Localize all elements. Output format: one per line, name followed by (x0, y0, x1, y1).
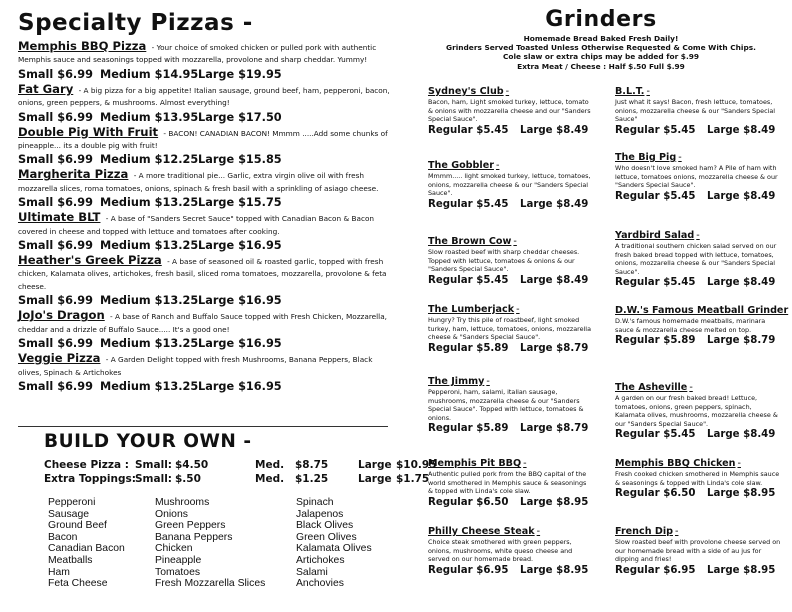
topping-item: Pineapple (155, 554, 202, 566)
med-price: $1.25 (295, 473, 329, 485)
price-large: Large $8.49 (707, 124, 776, 136)
price-small: Small $6.99 (18, 110, 93, 124)
med-price: $8.75 (295, 459, 329, 471)
grinder-name: The Lumberjack (428, 304, 515, 315)
pizza-prices (18, 293, 390, 309)
price-large: Large $8.79 (520, 342, 589, 354)
price-medium: Medium $13.25 (100, 239, 199, 253)
grinder-description: Hungry? Try this pile of roastbeef, light smoked turkey, ham, lettuce, tomatoes, onions, mozzarella cheese & "Sanders Special Sauce". (428, 316, 591, 342)
grinder-prices (428, 564, 593, 577)
pizza-dash: - (161, 128, 167, 138)
grinder-description: Fresh cooked chicken smothered in Memphis sauce & seasonings & topped with Linda's cole slaw. (615, 470, 780, 487)
price-regular: Regular $5.45 (615, 124, 696, 136)
price-large: Large $8.95 (707, 488, 776, 500)
grinder-prices (615, 124, 783, 137)
grinder-item: The Lumberjack - Hungry? Try this pile of roastbeef, light smoked turkey, ham, lettuce, tomatoes, onions, mozzarella cheese & "Sanders Special Sauce". Regular $5.89 Large $8.79 (428, 304, 591, 354)
grinders-info (426, 34, 776, 71)
pizza-item (18, 211, 390, 254)
grinder-name: Sydney's Club (428, 86, 504, 97)
grinder-description: Mmmm..... light smoked turkey, lettuce, tomatoes, onions, mozzarella cheese & our "Sanders Special Sauce". (428, 172, 591, 198)
price-large: Large $8.49 (707, 277, 776, 289)
pizza-dash: - (164, 257, 170, 267)
cheese-pizza-label: Cheese Pizza : (44, 459, 129, 471)
topping-item: Banana Peppers (155, 531, 233, 543)
build-your-own-section (44, 430, 437, 486)
price-large: Large $15.75 (198, 196, 282, 210)
topping-item: Sausage (48, 508, 90, 520)
pizza-dash: - (103, 214, 109, 224)
topping-item: Chicken (155, 543, 193, 555)
pizza-name: Memphis BBQ Pizza (18, 39, 147, 53)
price-small: Small $6.99 (18, 196, 93, 210)
grinder-item: B.L.T. - Just what it says! Bacon, fresh lettuce, tomatoes, onions, mozzarella cheese & our "Sanders Special Sauce" Regular $5.45 Large $8.49 (615, 86, 783, 137)
pizza-description: A Garden Delight topped with fresh Mushrooms, Banana Peppers, Black olives, Spinach & Artichokes (18, 355, 373, 377)
info-line: Cole slaw or extra chips may be added for $.99 (502, 52, 700, 62)
toppings-column-veggies (155, 497, 265, 590)
price-small: Small $6.99 (18, 337, 93, 351)
pizza-description: A big pizza for a big appetite! Italian sausage, ground beef, ham, pepperoni, bacon, onions, green peppers, & mushrooms. Almost everything! (18, 85, 390, 108)
grinder-prices (428, 422, 593, 435)
price-medium: Medium $13.25 (100, 337, 199, 351)
pizza-item (18, 40, 390, 83)
grinder-description: Bacon, ham, Light smoked turkey, lettuce, tomato & onions with mozzarella cheese and our "Sanders Special Sauce". (428, 98, 591, 124)
price-regular: Regular $5.45 (428, 274, 509, 286)
info-line: Extra Meat / Cheese : Half $.50 Full $.99 (517, 61, 685, 71)
grinder-description: Who doesn't love smoked ham? A Pile of ham with lettuce, tomatoes onions, mozzarella cheese & our "Sanders Special Sauce". (615, 164, 778, 190)
grinder-item: Sydney's Club - Bacon, ham, Light smoked turkey, lettuce, tomato & onions with mozzarella cheese and our "Sanders Special Sauce". Regular $5.45 Large $8.49 (428, 86, 593, 137)
med-label: Med. (255, 473, 285, 485)
toppings-column-meats (48, 497, 125, 590)
price-medium: Medium $13.25 (100, 196, 199, 210)
grinder-prices (428, 496, 593, 509)
toppings-column-other (296, 497, 372, 590)
grinder-item: The Brown Cow - Slow roasted beef with sharp cheddar cheeses. Topped with lettuce, tomatoes & onions & our "Sanders Special Sauce". Regular $5.45 Large $8.49 (428, 236, 593, 287)
price-large: Large $19.95 (198, 67, 282, 81)
price-regular: Regular $5.45 (428, 198, 509, 210)
small-price: $4.50 (175, 459, 209, 471)
pizza-item (18, 126, 390, 169)
pizza-name: Margherita Pizza (18, 167, 129, 182)
grinder-description: Slow roasted beef with provolone cheese served on our homemade bread with a side of au jus for dipping and fries! (615, 538, 781, 564)
pizza-name: Veggie Pizza (18, 351, 101, 366)
grinder-description: Authentic pulled pork from the BBQ capital of the world smothered in Memphis sauce & seasonings & topped with Linda's cole slaw. (428, 470, 587, 496)
small-price: $.50 (175, 473, 201, 485)
grinder-item: The Jimmy - Pepperoni, ham, salami, italian sausage, mushrooms, mozzarella cheese & our "Sanders Special Sauce". Topped with lettuce, tomatoes & onions. Regular $5.89 Large $8.79 (428, 376, 593, 435)
grinder-name: French Dip (615, 526, 673, 537)
price-regular: Regular $5.89 (428, 423, 509, 435)
grinder-item (615, 305, 789, 347)
pizza-description: A base of "Sanders Secret Sauce" topped with Canadian Bacon & Bacon covered in cheese and topped with lettuce and tomatoes after cooking. (18, 214, 375, 236)
price-large: Large $8.79 (520, 423, 589, 435)
pizza-item (18, 352, 390, 395)
extra-toppings-row (44, 472, 430, 486)
price-small: Small $6.99 (18, 379, 93, 393)
pizza-item (18, 83, 390, 126)
grinder-item: The Gobbler - Mmmm..... light smoked turkey, lettuce, tomatoes, onions, mozzarella cheese & our "Sanders Special Sauce". Regular $5.45 Large $8.49 (428, 160, 593, 211)
pizza-description: Your choice of smoked chicken or pulled pork with authentic Memphis sauce and seasonings topped with mozzarella, provolone and sharp cheddar. Yummy! (18, 43, 377, 65)
price-large: Large $17.50 (198, 110, 282, 124)
pizza-item (18, 168, 390, 211)
grinder-item: The Big Pig - Who doesn't love smoked ham? A Pile of ham with lettuce, tomatoes onions, mozzarella cheese & our "Sanders Special Sauce". Regular $5.45 Large $8.49 (615, 152, 783, 203)
med-label: Med. (255, 459, 285, 471)
grinder-item: Memphis BBQ Chicken - Fresh cooked chicken smothered in Memphis sauce & seasonings & topped with Linda's cole slaw. Regular $6.50 Large $8.95 (615, 458, 783, 500)
price-regular: Regular $6.95 (428, 564, 509, 576)
topping-item: Green Peppers (155, 520, 226, 532)
small-label: Small: (135, 459, 172, 471)
pizza-description: A base of seasoned oil & roasted garlic, topped with fresh chicken, Kalamata olives, artichokes, fresh basil, sliced roma tomatoes, mozzarella, provolone & feta cheese. (18, 257, 387, 291)
specialty-pizzas-section (18, 8, 390, 395)
price-medium: Medium $13.25 (100, 379, 199, 393)
price-large: Large $8.95 (707, 564, 776, 576)
price-medium: Medium $13.95 (100, 110, 199, 124)
price-regular: Regular $5.89 (615, 335, 696, 347)
price-regular: Regular $5.45 (615, 190, 696, 202)
topping-item: Bacon (48, 531, 78, 543)
grinder-name: The Big Pig (615, 152, 677, 163)
topping-item: Anchovies (296, 578, 344, 590)
grinder-description: Slow roasted beef with sharp cheddar cheeses. Topped with lettuce, tomatoes & onions & our "Sanders Special Sauce". (428, 248, 580, 274)
topping-item: Artichokes (296, 554, 345, 566)
info-line: Grinders Served Toasted Unless Otherwise Requested & Come With Chips. (446, 43, 756, 53)
grinder-description: A traditional southern chicken salad served on our fresh baked bread topped with lettuce, tomatoes, onions, mozzarella cheese & our "Sanders Special Sauce". (615, 242, 777, 276)
topping-item: Ham (48, 566, 70, 578)
grinder-name: The Asheville (615, 382, 688, 393)
grinder-name: The Brown Cow (428, 236, 512, 247)
price-regular: Regular $6.50 (428, 496, 509, 508)
grinder-description: Just what it says! Bacon, fresh lettuce, tomatoes, onions, mozzarella cheese & our "Sanders Special Sauce" (615, 98, 776, 124)
price-large: Large $8.49 (707, 429, 776, 441)
grinder-item: The Asheville - A garden on our fresh baked bread! Lettuce, tomatoes, onions, green peppers, spinach, Kalamata olives, mushrooms, mozzarella cheese & our "Sanders Special Sauce". Regular $5.45 Large $8.49 (615, 382, 783, 441)
grinder-name: B.L.T. (615, 86, 645, 97)
topping-item: Green Olives (296, 531, 357, 543)
price-regular: Regular $6.50 (615, 488, 696, 500)
pizza-description: BACON! CANADIAN BACON! Mmmm .....Add some chunks of pineapple... its a double pig with fruit! (18, 128, 388, 151)
extra-toppings-label: Extra Toppings: (44, 473, 136, 485)
price-large: Large $8.95 (520, 564, 589, 576)
price-large: Large $8.49 (520, 274, 589, 286)
grinder-prices (615, 487, 783, 500)
pizza-dash: - (149, 43, 155, 52)
topping-item: Ground Beef (48, 520, 107, 532)
price-large: Large $16.95 (198, 239, 282, 253)
topping-item: Black Olives (296, 520, 354, 532)
grinder-description: Pepperoni, ham, salami, italian sausage, mushrooms, mozzarella cheese & our "Sanders Special Sauce". Topped with lettuce, tomatoes & onions. (428, 388, 584, 422)
price-small: Small $6.99 (18, 153, 93, 167)
price-regular: Regular $5.45 (615, 277, 696, 289)
grinder-prices (615, 334, 783, 347)
price-large: Large $16.95 (198, 379, 282, 393)
pizza-name: Ultimate BLT (18, 210, 101, 225)
topping-item: Meatballs (48, 554, 93, 566)
large-label: Large (358, 459, 392, 471)
pizza-dash: - (131, 171, 137, 181)
grinder-name: The Jimmy (428, 376, 485, 387)
topping-item: Feta Cheese (48, 578, 108, 590)
price-small: Small $6.99 (18, 67, 93, 81)
grinder-name: Memphis BBQ Chicken (615, 458, 736, 469)
build-your-own-title: BUILD YOUR OWN - (44, 431, 252, 452)
topping-item: Kalamata Olives (296, 543, 372, 555)
topping-item: Salami (296, 566, 328, 578)
topping-item: Pepperoni (48, 497, 96, 508)
grinder-prices (615, 428, 783, 441)
price-large: Large $8.49 (520, 124, 589, 136)
topping-item: Onions (155, 508, 188, 520)
pizza-prices (18, 195, 390, 211)
pizza-item (18, 254, 390, 309)
pizza-dash: - (76, 85, 82, 95)
grinder-description: Choice steak smothered with green peppers, onions, mushrooms, white queso cheese and served on our homemade bread. (428, 538, 573, 564)
grinder-name: The Gobbler (428, 160, 494, 171)
grinder-prices (428, 124, 593, 137)
pizza-dash: - (103, 355, 109, 365)
grinder-prices (615, 564, 783, 577)
grinder-name: Memphis Pit BBQ (428, 458, 522, 469)
topping-item: Jalapenos (296, 508, 344, 520)
grinders-section (426, 6, 776, 71)
topping-item: Tomatoes (155, 566, 201, 578)
topping-item: Spinach (296, 497, 334, 508)
info-line: Homemade Bread Baked Fresh Daily! (523, 34, 679, 43)
pizza-dash: - (107, 312, 113, 322)
pizza-description: A base of Ranch and Buffalo Sauce topped with Fresh Chicken, Mozzarella, cheddar and a drizzle of Buffalo Sauce..... It's a good one! (18, 312, 388, 334)
pizza-item (18, 309, 390, 352)
price-large: Large $16.95 (198, 337, 282, 351)
topping-item: Canadian Bacon (48, 543, 125, 555)
pizza-name: Heather's Greek Pizza (18, 253, 162, 268)
cheese-pizza-row (44, 458, 437, 472)
grinders-title: Grinders (545, 7, 657, 32)
grinder-name: D.W.'s Famous Meatball Grinder (615, 305, 789, 316)
pizza-prices (18, 152, 390, 168)
price-medium: Medium $14.95 (100, 67, 199, 81)
price-large: Large $8.79 (707, 335, 776, 347)
grinder-prices (428, 198, 593, 211)
price-medium: Medium $12.25 (100, 153, 199, 167)
large-label: Large (358, 473, 392, 485)
price-large: Large $8.95 (520, 496, 589, 508)
grinder-prices (615, 190, 783, 203)
grinder-item: Yardbird Salad - A traditional southern chicken salad served on our fresh baked bread topped with lettuce, tomatoes, onions, mozzarella cheese & our "Sanders Special Sauce". Regular $5.45 Large $8.49 (615, 230, 783, 289)
section-divider (18, 426, 388, 427)
price-small: Small $6.99 (18, 239, 93, 253)
specialty-pizzas-title: Specialty Pizzas - (18, 10, 253, 36)
large-price: $10.95 (396, 459, 437, 471)
price-large: Large $8.49 (520, 198, 589, 210)
small-label: Small: (135, 473, 172, 485)
pizza-description: A more traditional pie... Garlic, extra virgin olive oil with fresh mozzarella slices, roma tomatoes, onions, spinach & fresh basil with a sprinkling of asiago cheese. (18, 171, 379, 193)
grinder-description: A garden on our fresh baked bread! Lettuce, tomatoes, onions, green peppers, spinach, Kalamata olives, mushrooms, mozzarella cheese & our "Sanders Special Sauce". (615, 394, 778, 428)
grinder-prices (428, 342, 593, 355)
topping-item: Mushrooms (155, 497, 210, 508)
price-regular: Regular $6.95 (615, 564, 696, 576)
pizza-name: JoJo's Dragon (18, 308, 105, 323)
grinder-item: Philly Cheese Steak - Choice steak smothered with green peppers, onions, mushrooms, white queso cheese and served on our homemade bread. Regular $6.95 Large $8.95 (428, 526, 593, 577)
pizza-prices (18, 110, 390, 126)
price-large: Large $16.95 (198, 294, 282, 308)
grinder-name: Yardbird Salad (615, 230, 695, 241)
pizza-prices (18, 336, 390, 352)
grinder-prices (615, 276, 783, 289)
price-medium: Medium $13.25 (100, 294, 199, 308)
pizza-name: Fat Gary (18, 81, 74, 96)
grinder-item: Memphis Pit BBQ - Authentic pulled pork from the BBQ capital of the world smothered in Memphis sauce & seasonings & topped with Linda's cole slaw. Regular $6.50 Large $8.95 (428, 458, 593, 509)
grinder-name: Philly Cheese Steak (428, 526, 535, 537)
price-large: Large $8.49 (707, 190, 776, 202)
pizza-name: Double Pig With Fruit (18, 124, 159, 139)
price-small: Small $6.99 (18, 294, 93, 308)
pizza-prices (18, 238, 390, 254)
pizza-prices (18, 379, 390, 395)
price-large: Large $15.85 (198, 153, 282, 167)
grinder-item: French Dip - Slow roasted beef with provolone cheese served on our homemade bread with a side of au jus for dipping and fries! Regular $6.95 Large $8.95 (615, 526, 783, 577)
grinder-description: D.W.'s famous homemade meatballs, marinara sauce & mozzarella cheese melted on top. (615, 317, 766, 334)
pizza-prices (18, 67, 390, 83)
price-regular: Regular $5.89 (428, 342, 509, 354)
price-regular: Regular $5.45 (615, 429, 696, 441)
price-regular: Regular $5.45 (428, 124, 509, 136)
large-price: $1.75 (396, 473, 430, 485)
topping-item: Fresh Mozzarella Slices (155, 578, 266, 590)
grinder-prices (428, 274, 593, 287)
